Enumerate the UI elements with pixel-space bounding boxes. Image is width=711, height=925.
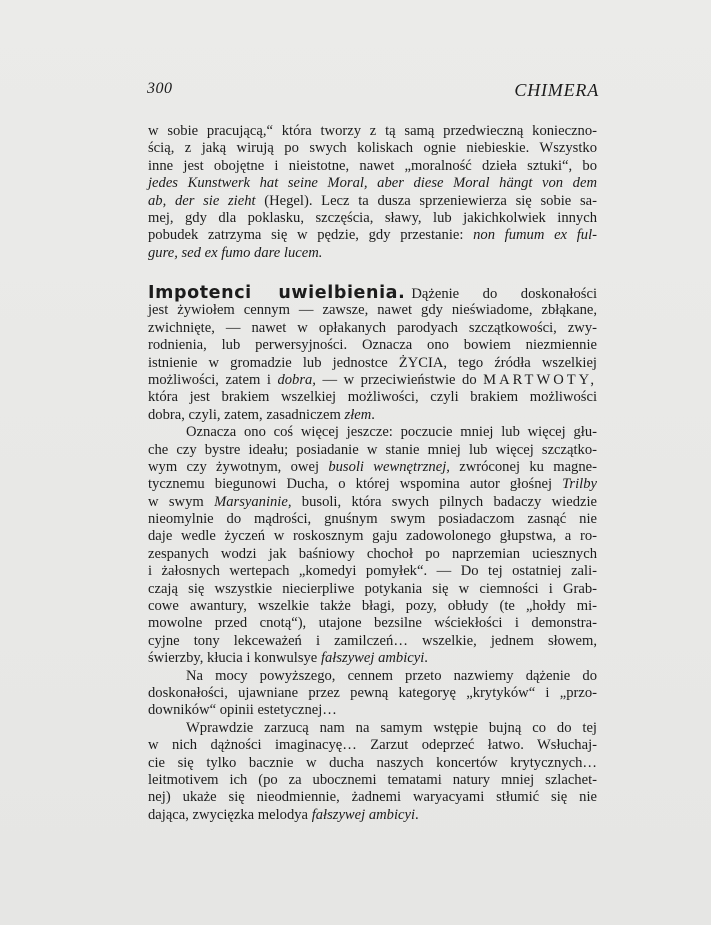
italic-text: dobra, bbox=[277, 371, 316, 388]
text-run: dobra, czyli, zatem, zasadniczem bbox=[148, 406, 345, 423]
text-run: downików“ opinii estetycznej… bbox=[148, 702, 337, 719]
text-run: nieomylnie do mądrości, gnuśnym swym posiadaczom zasnąć nie bbox=[148, 511, 597, 528]
text-line bbox=[148, 494, 597, 511]
text-run: w sobie pracującą,“ która tworzy z tą samą przedwieczną konieczno- bbox=[148, 123, 597, 139]
text-line bbox=[148, 227, 597, 244]
text-line bbox=[148, 702, 597, 719]
text-run: . bbox=[371, 406, 375, 423]
text-line bbox=[148, 424, 597, 441]
text-line bbox=[148, 476, 597, 493]
text-line bbox=[148, 772, 597, 789]
text-line bbox=[148, 285, 597, 302]
text-run: pobudek zatrzyma się w pędzie, gdy przestanie: bbox=[148, 227, 474, 244]
text-run: i żałosnych wertepach „komedyi pomyłek“. — Do tej ostatniej zali- bbox=[148, 563, 597, 580]
text-run: świerzby, kłucia i konwulsye bbox=[148, 650, 321, 667]
text-run: czają się wszystkie niecierpliwe potykania się w ciemności i Grab- bbox=[148, 580, 597, 597]
text-line bbox=[148, 193, 597, 210]
text-run: daje wedle życzeń w roskosznym gaju zadowolonego głupstwa, a ro- bbox=[148, 528, 597, 545]
text-line bbox=[148, 355, 597, 372]
text-line bbox=[148, 407, 597, 424]
text-line bbox=[148, 528, 597, 545]
section-impotenci-uwielbienia bbox=[148, 285, 597, 824]
text-run: nej) ukaże się nieodmiennie, żadnemi waryacyami stłumić się nie bbox=[148, 789, 597, 806]
text-line bbox=[148, 598, 597, 615]
text-run: che czy bystre ideału; posiadanie w stanie mniej lub więcej szczątko- bbox=[148, 441, 597, 458]
italic-text: non fumum ex ful- bbox=[473, 227, 597, 244]
page-number: 300 bbox=[147, 80, 173, 97]
text-run: która jest brakiem wszelkiej możliwości, czyli brakiem możliwości bbox=[148, 389, 597, 406]
text-run: . bbox=[415, 806, 419, 823]
text-run: leitmotivem ich (po za ubocznemi tematami natury mniej szlachet- bbox=[148, 771, 597, 788]
text-line bbox=[148, 755, 597, 772]
text-line bbox=[148, 158, 597, 175]
text-line bbox=[148, 685, 597, 702]
text-line bbox=[148, 581, 597, 598]
text-run: Dążenie do doskonałości bbox=[411, 286, 597, 302]
text-run: mej, gdy dla poklasku, szczęścia, sławy, lub jakichkolwiek innych bbox=[148, 209, 597, 226]
italic-text: złem bbox=[344, 406, 372, 423]
text-line bbox=[148, 668, 597, 685]
journal-title: CHIMERA bbox=[514, 80, 599, 100]
section-heading: Impotenci uwielbienia. bbox=[148, 283, 406, 303]
text-line bbox=[148, 807, 597, 824]
text-run: zwichnięte, — nawet w opłakanych parodyach szczątkowości, zwy- bbox=[148, 319, 597, 336]
text-run: jest żywiołem cennym — zawsze, nawet gdy nieświadome, zbłąkane, bbox=[148, 302, 597, 319]
text-line bbox=[148, 789, 597, 806]
italic-text: Trilby bbox=[562, 476, 597, 493]
text-line bbox=[148, 123, 597, 140]
text-line bbox=[148, 140, 597, 157]
italic-text: gure, sed ex fumo dare lucem. bbox=[148, 244, 323, 261]
text-line bbox=[148, 720, 597, 737]
running-header bbox=[147, 80, 599, 102]
text-line bbox=[148, 245, 597, 262]
text-run: busoli, która swych pilnych badaczy wiedzie bbox=[291, 493, 597, 510]
text-run: istnienie w gromadzie lub jednostce ŻYCIA, tego źródła wszelkiej bbox=[148, 354, 597, 371]
text-line bbox=[148, 633, 597, 650]
text-run: wym czy żywotnym, owej bbox=[148, 458, 329, 475]
text-line bbox=[148, 442, 597, 459]
text-run: . bbox=[424, 650, 428, 667]
italic-text: fałszywej ambicyi bbox=[320, 650, 425, 667]
text-line bbox=[148, 337, 597, 354]
text-run: mowolne przed cnotą“), utajone bezsilne wściekłości i demonstra- bbox=[148, 615, 597, 632]
text-run: cowe awantury, wszelkie także błagi, pozy, obłudy (te „hołdy mi- bbox=[148, 598, 597, 615]
text-run: zespanych wodzi jak baśniowy chochoł po naprzemian uciesznych bbox=[148, 545, 597, 562]
text-run: dająca, zwycięzka melodya bbox=[148, 806, 312, 823]
italic-text: fałszywej ambicyi bbox=[311, 806, 416, 823]
text-run: Oznacza ono coś więcej jeszcze: poczucie mniej lub więcej głu- bbox=[186, 424, 597, 441]
text-run: cie się tylko bacznie w ducha naszych koncertów krytycznych… bbox=[148, 754, 597, 771]
italic-text: ab, der sie zieht bbox=[148, 192, 256, 209]
text-line bbox=[148, 459, 597, 476]
text-run: tycznemu biegunowi Ducha, o której wspomina autor głośnej bbox=[148, 476, 563, 493]
text-run: zwróconej ku magne- bbox=[449, 458, 597, 475]
italic-text: jedes Kunstwerk hat seine Moral, aber diese Moral hängt von dem bbox=[148, 175, 597, 192]
text-line bbox=[148, 650, 597, 667]
text-line bbox=[148, 737, 597, 754]
paragraph-continuation bbox=[148, 123, 597, 262]
text-run: możliwości, zatem i bbox=[148, 371, 278, 388]
text-run: inne jest obojętne i nieistotne, nawet „moralność dzieła sztuki“, bo bbox=[148, 157, 597, 174]
text-line bbox=[148, 615, 597, 632]
text-line bbox=[148, 302, 597, 319]
text-run: w nich dążności imaginacyę… Zarzut odeprzeć łatwo. Wsłuchaj- bbox=[148, 737, 597, 754]
text-run: Wprawdzie zarzucą nam na samym wstępie bujną co do tej bbox=[186, 719, 597, 736]
text-line bbox=[148, 210, 597, 227]
text-line bbox=[148, 563, 597, 580]
italic-text: busoli wewnętrznej, bbox=[328, 458, 450, 475]
text-run: doskonałości, ujawniane przez pewną kategoryę „krytyków“ i „przo- bbox=[148, 684, 597, 701]
text-line bbox=[148, 175, 597, 192]
text-line bbox=[148, 320, 597, 337]
text-line bbox=[148, 389, 597, 406]
spaced-text: MARTWOTY, bbox=[483, 371, 597, 388]
text-run: — w przeciwieństwie do bbox=[315, 371, 484, 388]
text-run: rodnienia, lub perwersyjności. Oznacza ono bowiem niezmiennie bbox=[148, 337, 597, 354]
text-run: w swym bbox=[148, 493, 215, 510]
text-run: (Hegel). Lecz ta dusza sprzeniewierza się sobie sa- bbox=[255, 192, 597, 209]
text-run: Na mocy powyższego, cennem przeto nazwiemy dążenie do bbox=[186, 667, 597, 684]
italic-text: Marsyaninie, bbox=[214, 493, 292, 510]
text-run: ścią, z jaką wirują po swych koliskach ognie niebieskie. Wszystko bbox=[148, 140, 597, 157]
text-line bbox=[148, 372, 597, 389]
text-run: cyjne tony lekceważeń i zamilczeń… wszelkie, jednem słowem, bbox=[148, 632, 597, 649]
text-line bbox=[148, 546, 597, 563]
text-line bbox=[148, 511, 597, 528]
